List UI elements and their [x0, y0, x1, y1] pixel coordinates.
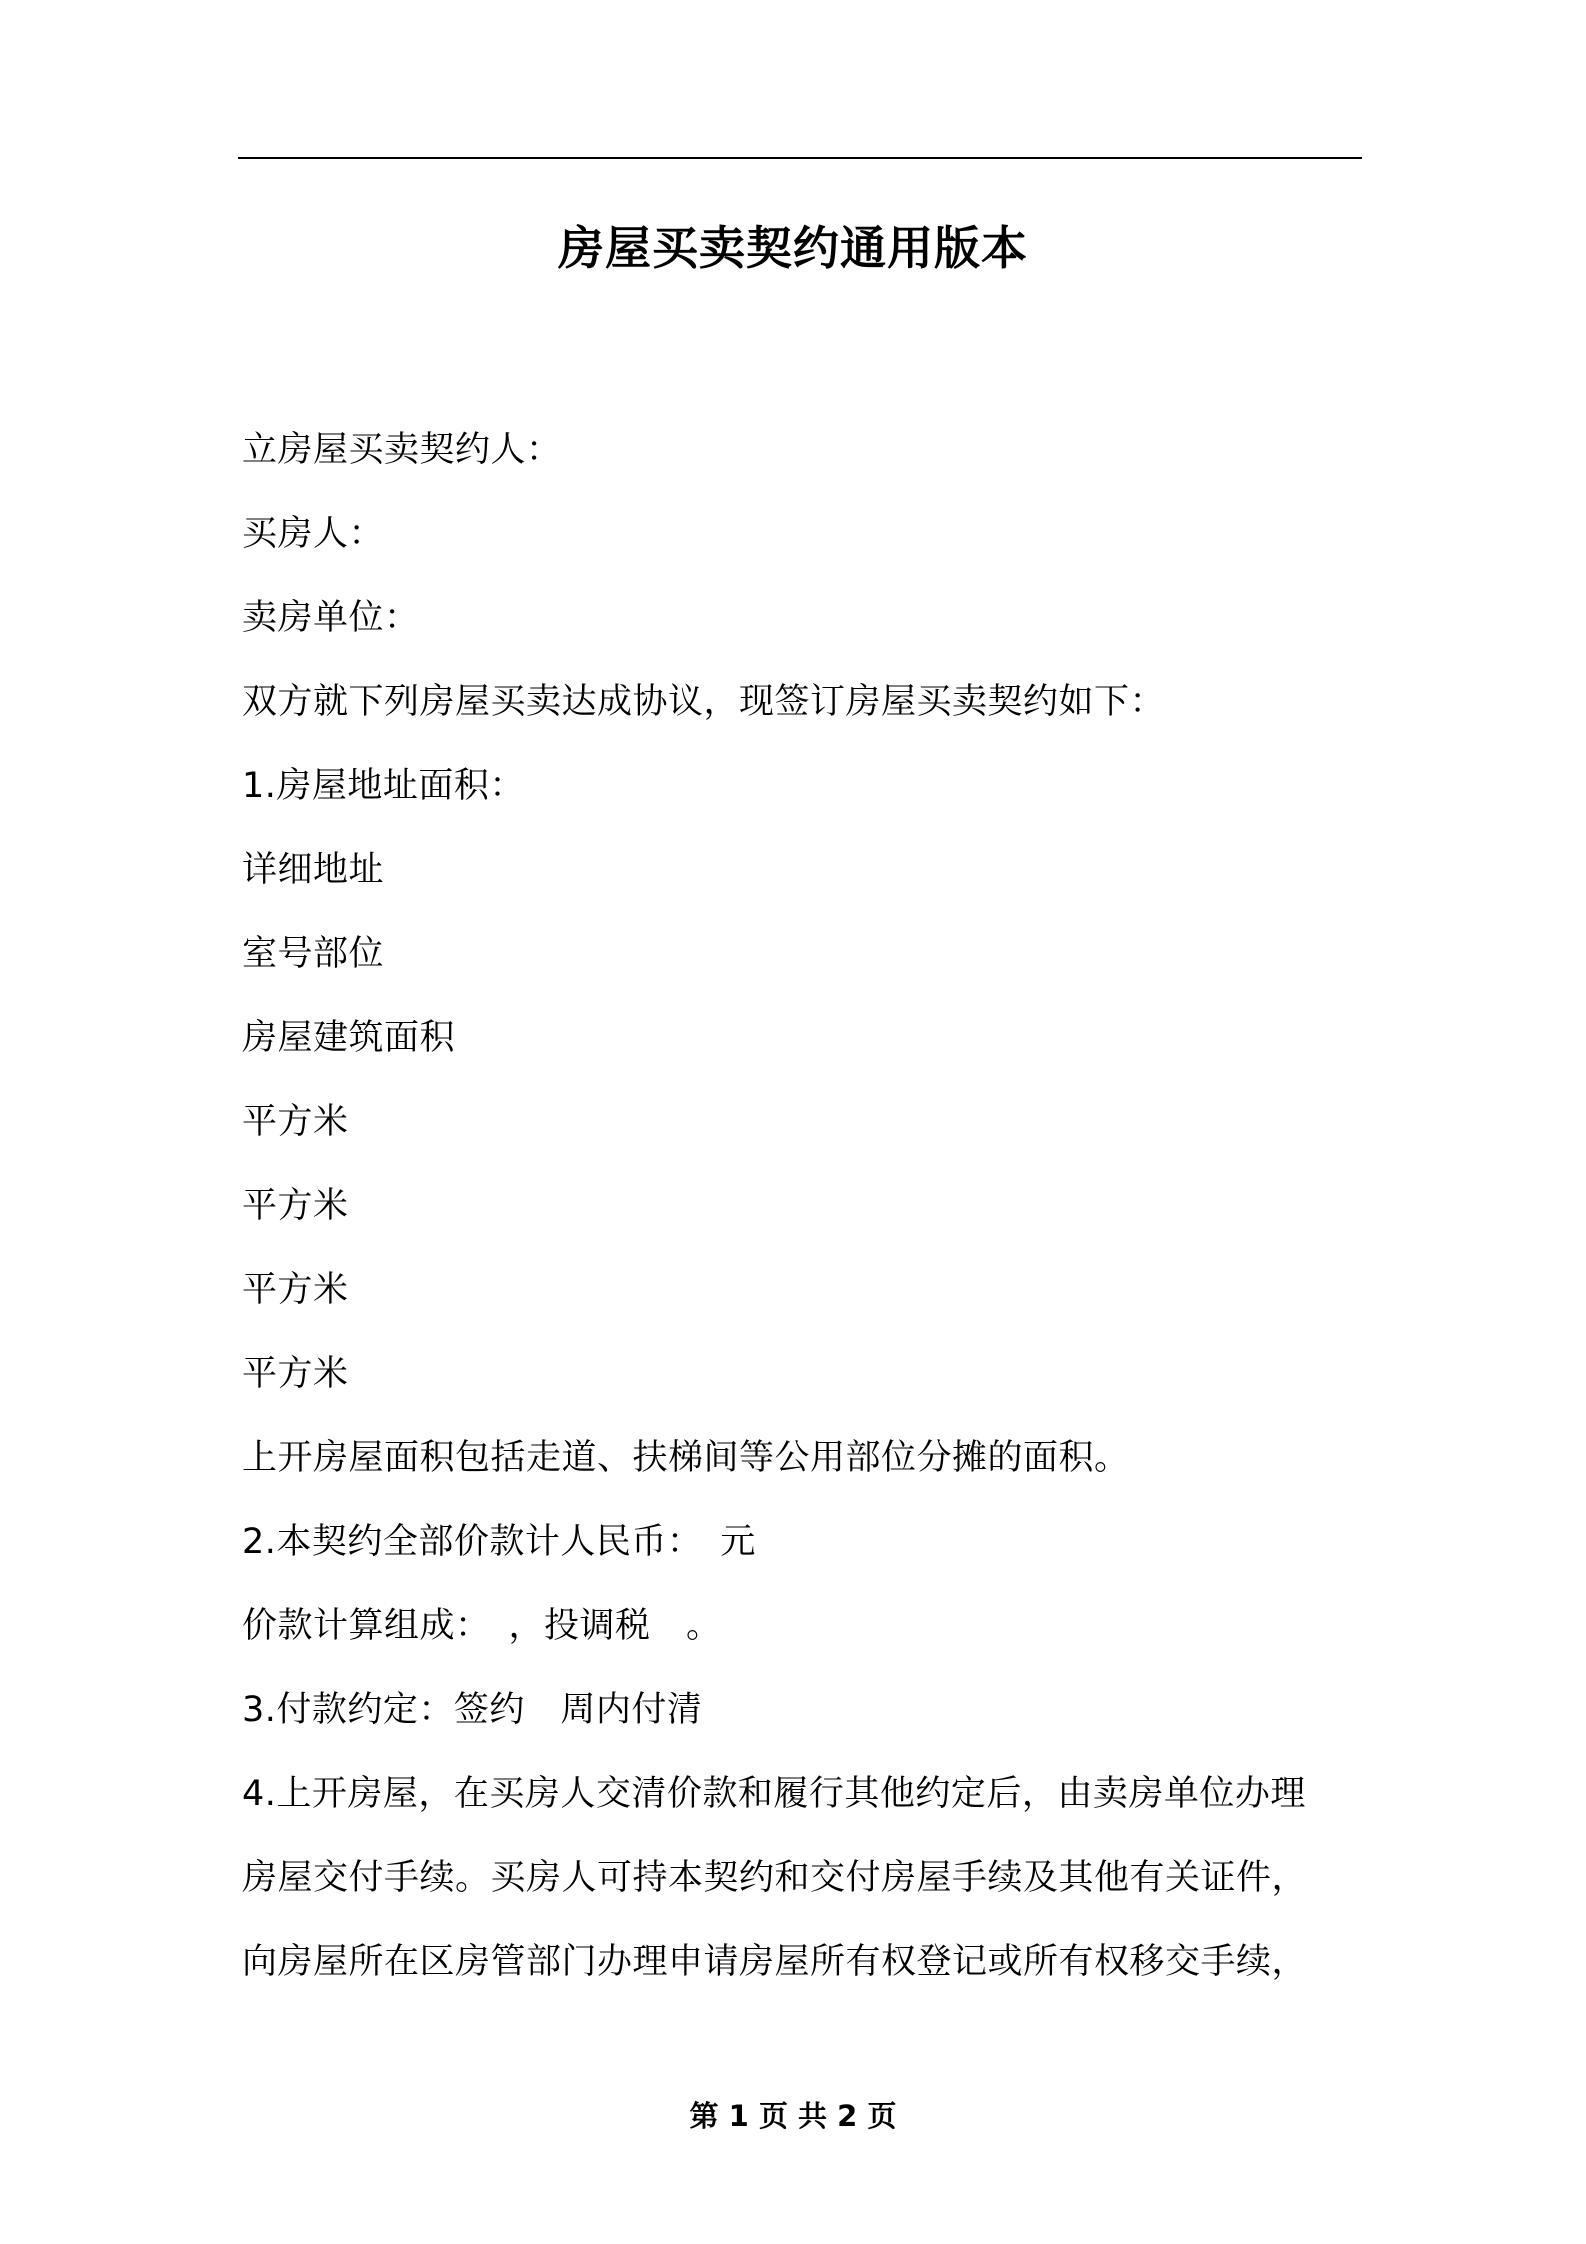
body-line: 4.上开房屋，在买房人交清价款和履行其他约定后，由卖房单位办理 [242, 1774, 1306, 1814]
body-line: 1.房屋地址面积： [242, 766, 525, 806]
footer-current-page: 1 [728, 2099, 749, 2133]
body-line: 室号部位 [242, 934, 385, 974]
body-line: 房屋交付手续。买房人可持本契约和交付房屋手续及其他有关证件， [242, 1858, 1308, 1898]
document-title: 房屋买卖契约通用版本 [558, 221, 1028, 275]
footer-suffix: 页 [867, 2099, 897, 2133]
body-line: 房屋建筑面积 [242, 1018, 456, 1058]
body-line: 详细地址 [242, 850, 385, 890]
body-line: 3.付款约定：签约 周内付清 [242, 1690, 703, 1730]
body-line: 平方米 [242, 1186, 349, 1226]
body-line: 平方米 [242, 1354, 349, 1394]
body-line: 平方米 [242, 1102, 349, 1142]
body-line: 买房人： [242, 514, 385, 554]
body-line: 卖房单位： [242, 598, 420, 638]
footer-middle: 页 共 [758, 2099, 828, 2133]
document-body [242, 408, 1362, 2004]
footer-total-pages: 2 [837, 2099, 858, 2133]
footer-prefix: 第 [689, 2099, 719, 2133]
body-line: 价款计算组成： ，投调税 。 [242, 1606, 722, 1646]
page-number-footer [0, 2094, 1586, 2138]
header-rule [238, 157, 1362, 159]
body-line: 立房屋买卖契约人： [242, 430, 562, 470]
body-line: 平方米 [242, 1270, 349, 1310]
body-line: 双方就下列房屋买卖达成协议，现签订房屋买卖契约如下： [242, 682, 1166, 722]
body-line: 2.本契约全部价款计人民币： 元 [242, 1522, 756, 1562]
body-line: 向房屋所在区房管部门办理申请房屋所有权登记或所有权移交手续， [242, 1942, 1308, 1982]
body-line: 上开房屋面积包括走道、扶梯间等公用部位分摊的面积。 [242, 1438, 1130, 1478]
